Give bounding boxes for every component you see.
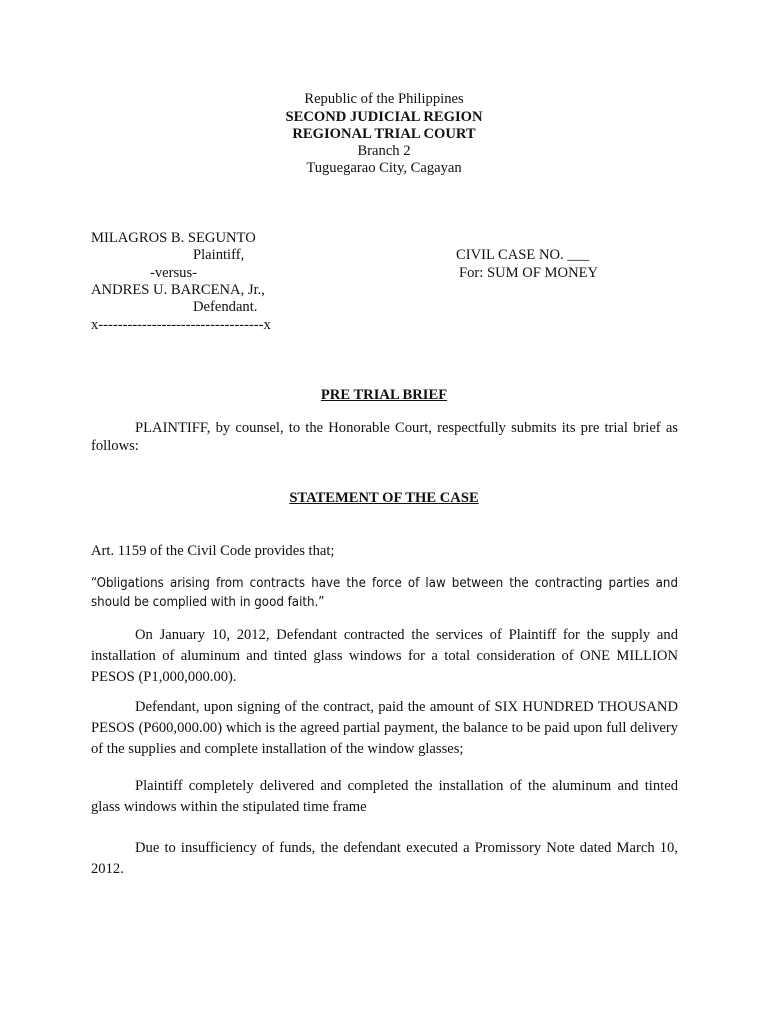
section-heading: STATEMENT OF THE CASE [289, 490, 479, 506]
header-city: Tuguegarao City, Cagayan [306, 160, 462, 176]
header-branch: Branch 2 [357, 143, 411, 159]
defendant-name: ANDRES U. BARCENA, Jr., [91, 282, 265, 298]
case-nature: For: SUM OF MONEY [459, 265, 599, 281]
body-paragraph-3: Plaintiff completely delivered and completed the installation of the aluminum and tinted glass windows within the stipulated time frame [91, 778, 678, 815]
body-paragraph-2: Defendant, upon signing of the contract, paid the amount of SIX HUNDRED THOUSAND PESOS (P600,000.00) which is the agreed partial payment, the balance to be paid upon full delivery of the supplies and complete installation of the window glasses; [91, 699, 678, 757]
article-reference: Art. 1159 of the Civil Code provides that; [91, 543, 335, 559]
body-paragraph-4: Due to insufficiency of funds, the defendant executed a Promissory Note dated March 10, 2012. [91, 840, 678, 877]
header-court: REGIONAL TRIAL COURT [292, 126, 476, 142]
defendant-label: Defendant. [193, 299, 258, 315]
header-republic: Republic of the Philippines [304, 91, 464, 107]
caption-separator: x----------------------------------x [91, 317, 271, 333]
quoted-provision: “Obligations arising from contracts have the force of law between the contracting parties and should be complied with in good faith.” [91, 576, 678, 610]
header-region: SECOND JUDICIAL REGION [285, 109, 483, 125]
plaintiff-name: MILAGROS B. SEGUNTO [91, 230, 256, 246]
civil-case-number: CIVIL CASE NO. ___ [456, 247, 590, 263]
intro-paragraph: PLAINTIFF, by counsel, to the Honorable Court, respectfully submits its pre trial brief as follows: [91, 420, 678, 454]
body-paragraph-1: On January 10, 2012, Defendant contracted the services of Plaintiff for the supply and installation of aluminum and tinted glass windows for a total consideration of ONE MILLION PESOS (P1,000,000.00). [91, 627, 678, 685]
document-title: PRE TRIAL BRIEF [320, 387, 448, 403]
plaintiff-label: Plaintiff, [193, 247, 245, 263]
versus-label: -versus- [150, 265, 198, 281]
